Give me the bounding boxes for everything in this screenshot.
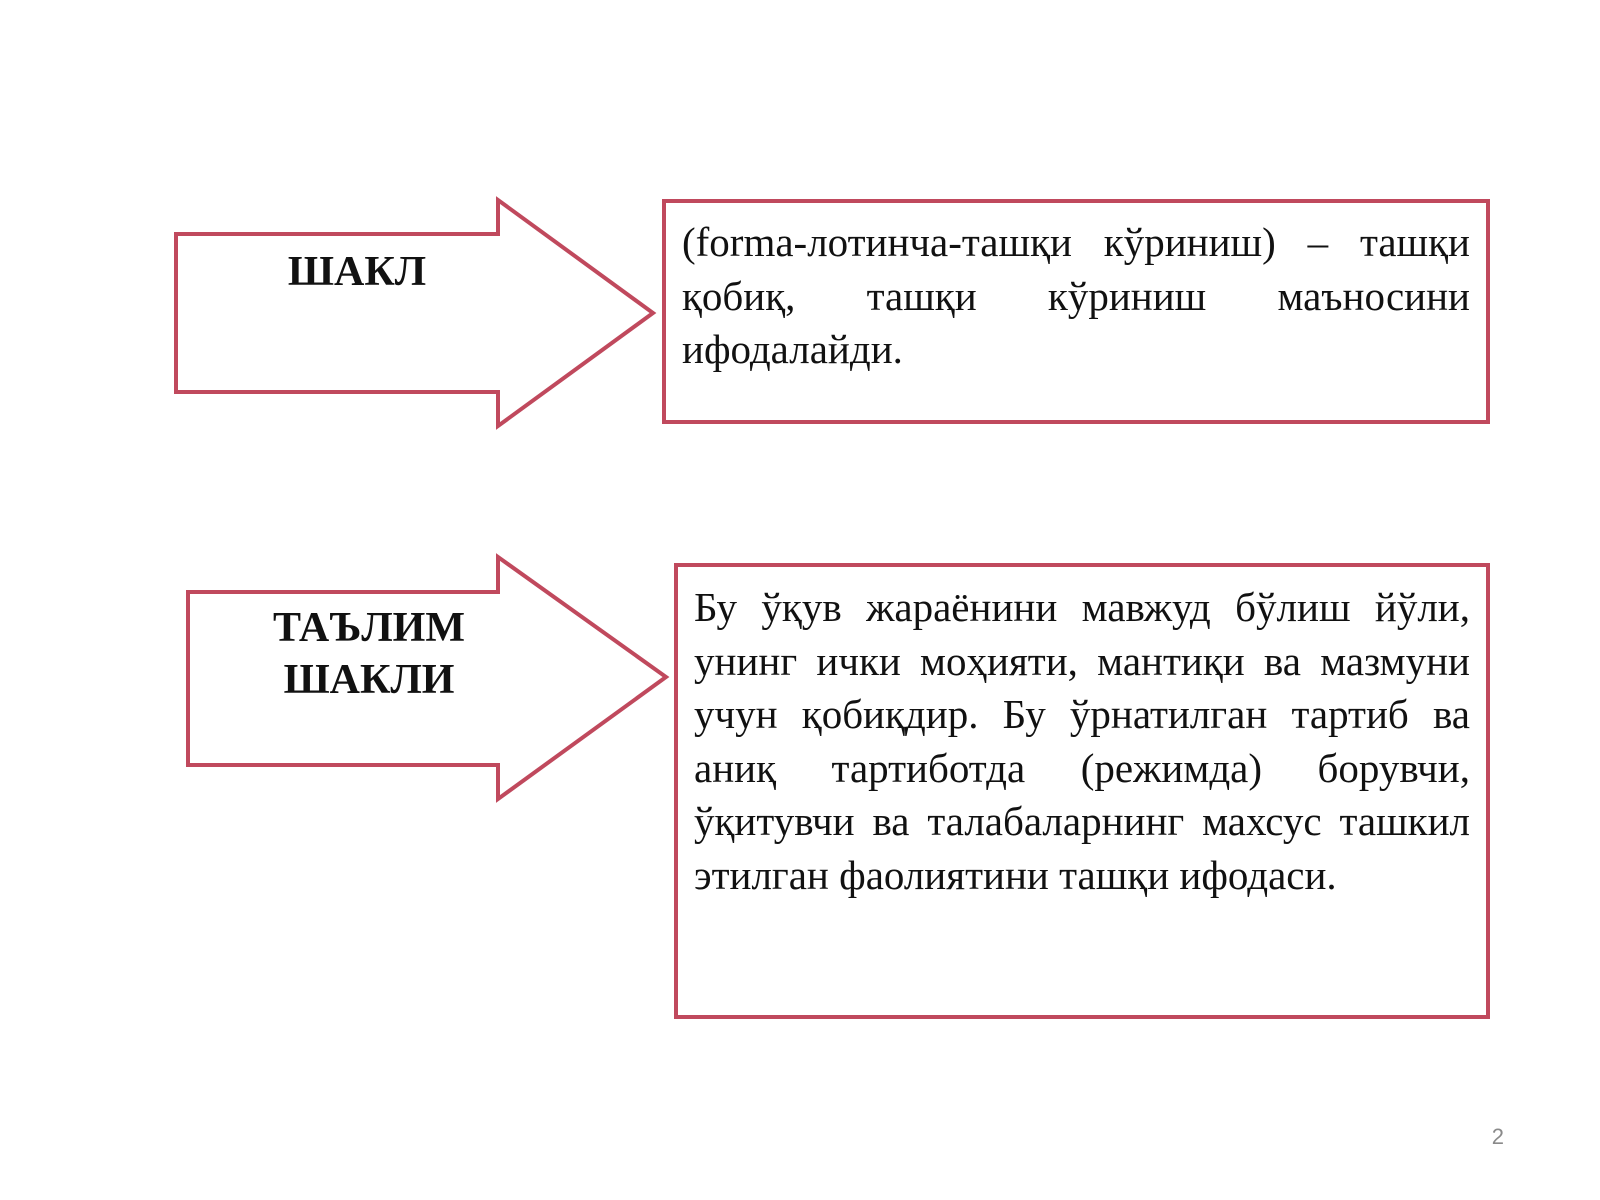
definition-text-shakl: (forma-лотинча-ташқи кўриниш) – ташқи қобиқ, ташқи кўриниш маъносини ифодалайди.: [682, 219, 1470, 372]
term-label-shakl: ШАКЛ: [287, 249, 427, 295]
term-label-talim-shakli: ТАЪЛИМ ШАКЛИ: [273, 605, 465, 703]
page-number: 2: [1491, 1124, 1504, 1149]
definition-box-talim-shakli: [674, 563, 1490, 1019]
definition-text-talim-shakli: Бу ўқув жараёнини мавжуд бўлиш йўли, унинг ички моҳияти, мантиқи ва мазмуни учун қобиқдир. Бу ўрнатилган тартиб ва аниқ тартиботда (режимда) борувчи, ўқитувчи ва талабаларнинг махсус ташкил этилган фаолиятини ташқи ифодаси.: [694, 584, 1470, 898]
arrow-shape-1: [176, 200, 653, 426]
definition-box-shakl: [662, 199, 1490, 424]
